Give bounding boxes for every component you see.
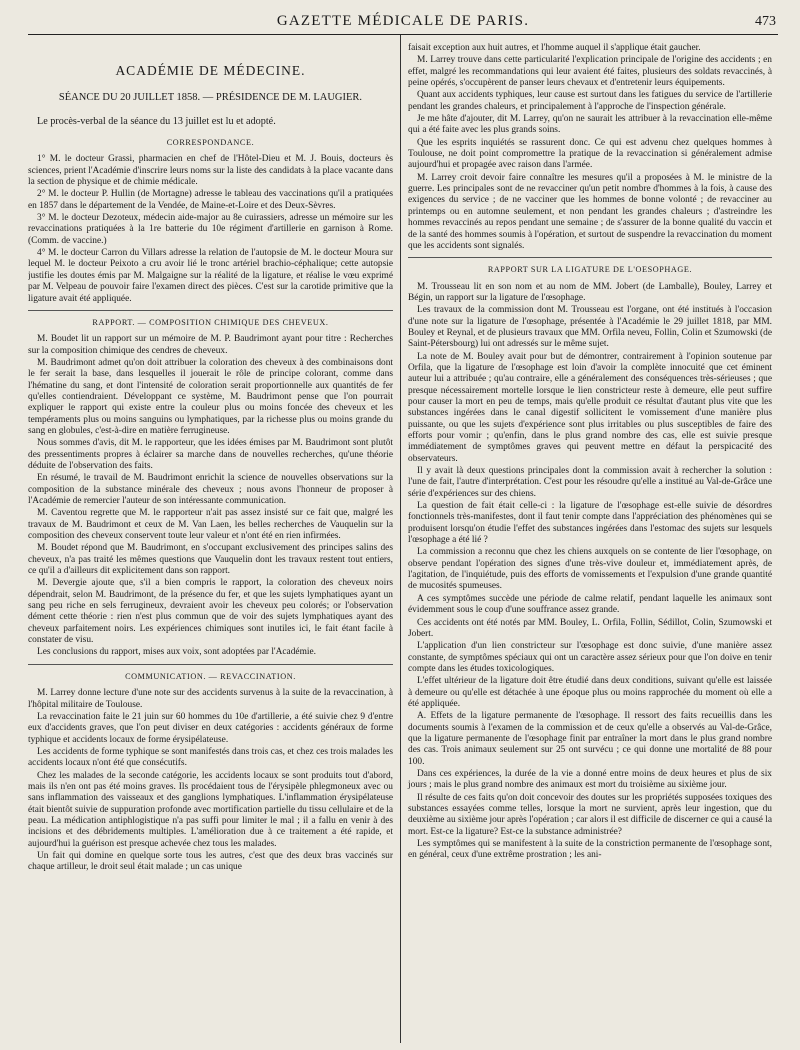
continuation-paragraph: Que les esprits inquiétés se rassurent donc. Ce qui est advenu chez quelques hommes à Toulouse, ne doit point compromettre la pratique de la revaccination si généralement admise aujourd'hui et propagée avec raison dans l'armée. xyxy=(408,137,772,171)
running-header xyxy=(28,0,778,35)
correspondance-heading: CORRESPONDANCE. xyxy=(166,138,255,148)
ligature-paragraph: M. Trousseau lit en son nom et au nom de MM. Jobert (de Lamballe), Bouley, Larrey et Bégin, un rapport sur la ligature de l'œsophage. xyxy=(408,281,772,303)
ligature-heading: RAPPORT SUR LA LIGATURE DE L'OESOPHAGE. xyxy=(408,257,772,275)
communication-paragraph: La revaccination faite le 21 juin sur 60 hommes du 10e d'artillerie, a été suivie chez 9 d'entre eux d'accidents graves, que l'on peut diviser en deux catégories : accidents généraux de forme typhique et accidents locaux de forme érysipélateuse. xyxy=(28,711,393,745)
correspondance-item: 1° M. le docteur Grassi, pharmacien en chef de l'Hôtel-Dieu et M. J. Bouis, docteurs ès sciences, prient l'Académie d'inscrire leurs noms sur la liste des candidats à la place vacante dans la section de physique et de chimie médicale. xyxy=(28,154,393,188)
rapport-paragraph: M. Caventou regrette que M. le rapporteur n'ait pas assez insisté sur ce fait que, malgré les travaux de M. Baudrimont et ceux de M. Van Laen, les belles recherches de Vauquelin sur la composition des cheveux conservent toute leur valeur et n'ont été en rien infirmées. xyxy=(28,508,393,542)
correspondance-item: 2° M. le docteur P. Hullin (de Mortagne) adresse le tableau des vaccinations qu'il a pratiquées en 1857 dans le département de la Vendée, de Maine-et-Loire et des Deux-Sèvres. xyxy=(28,189,393,211)
ligature-paragraph: La question de fait était celle-ci : la ligature de l'œsophage est-elle suivie de désordres fonctionnels très-manifestes, dont il faut tenir compte dans l'appréciation des phénomènes qui se produisent lorsqu'on étudie l'effet des substances ingérées dans l'estomac des sujets sur lesquels l'œsophage a été lié ? xyxy=(408,501,772,546)
continuation-paragraph: Je me hâte d'ajouter, dit M. Larrey, qu'on ne saurait les attribuer à la revaccination elle-même qui a été faite avec les plus grands soins. xyxy=(408,114,772,136)
ligature-paragraph: Ces accidents ont été notés par MM. Bouley, L. Orfila, Follin, Sédillot, Colin, Szumowski et Jobert. xyxy=(408,617,772,639)
communication-paragraph: Un fait qui domine en quelque sorte tous les autres, c'est que des deux bras vaccinés sur chaque artilleur, le droit seul était malade ; un cas unique xyxy=(28,850,393,873)
communication-paragraph: Les accidents de forme typhique se sont manifestés dans trois cas, et chez ces trois malades les accidents locaux n'ont été que consécutifs. xyxy=(28,746,393,769)
rapport-paragraph: Les conclusions du rapport, mises aux voix, sont adoptées par l'Académie. xyxy=(37,647,316,658)
rapport-paragraph: En résumé, le travail de M. Baudrimont enrichit la science de nouvelles observations sur la composition de la substance minérale des cheveux ; nous avons l'honneur de proposer à l'Académie de remercier l'auteur de son intéressante communication. xyxy=(28,473,393,506)
continuation-paragraph: M. Larrey croit devoir faire connaître les mesures qu'il a proposées à M. le ministre de la guerre. Les principales sont de ne revacciner qu'un petit nombre d'hommes à la fois, à cause des exigences du service ; de ne vacciner que les hommes de bonne volonté ; de revacciner au printemps ou en automne seulement, et non pendant les grandes chaleurs ; d'astreindre les hommes revaccinés au repos pendant une semaine ; de s'assurer de la bonne qualité du vaccin et de la santé des hommes soumis à l'opération, et surtout de suspendre la revaccination du moment que les accidents sont signalés. xyxy=(408,172,772,251)
ligature-paragraph: Les symptômes qui se manifestent à la suite de la constriction permanente de l'œsophage sont, en général, ceux d'une extrême prostration ; les ani- xyxy=(408,839,772,861)
rapport-heading: RAPPORT. — COMPOSITION CHIMIQUE DES CHEVEUX. xyxy=(28,310,393,328)
continuation-paragraph: M. Larrey trouve dans cette particularité l'explication principale de l'origine des accidents ; en effet, malgré les recommandations qui leur avaient été faites, plusieurs des soldats revaccinés, à peine opérés, s'occupèrent de panser leurs chevaux et d'entretenir leurs équipements. xyxy=(408,55,772,89)
communication-paragraph: Chez les malades de la seconde catégorie, les accidents locaux se sont produits tout d'abord, mais ils n'en ont pas été moins graves. Ils procédaient tous de l'érysipèle phlegmoneux avec ou sans inflammation des vaisseaux et des ganglions lymphatiques. L'inflammation érysipélateuse était bientôt suivie de suppuration profonde avec mortification partielle du tissu cellulaire et de la peau. La médication antiphlogistique n'a pas suffi pour limiter le mal ; il a fallu en venir à des incisions et des débridements multiples. L'amélioration due à ce traitement a été rapide, et aujourd'hui la guérison est presque achevée chez tous les malades. xyxy=(28,770,393,849)
communication-heading: COMMUNICATION. — REVACCINATION. xyxy=(28,664,393,682)
continuation-paragraph: faisait exception aux huit autres, et l'homme auquel il s'applique était gaucher. xyxy=(408,43,701,53)
rapport-paragraph: M. Devergie ajoute que, s'il a bien compris le rapport, la coloration des cheveux noirs dépendrait, selon M. Baudrimont, de la présence du fer, et que les sujets lymphatiques ayant un sang peu riche en sels ferrugineux, devraient avoir les cheveux peu colorés; or l'observation dément cette théorie : rien n'est plus commun que de voir des sujets lymphatiques ayant des cheveux parfaitement noirs. Les expériences chimiques sont inutiles ici, le fait étant facile à constater de visu. xyxy=(28,578,393,646)
correspondance-item: 3° M. le docteur Dezoteux, médecin aide-major au 8e cuirassiers, adresse un mémoire sur les revaccinations pratiquées à la 1re batterie du 10e régiment d'artillerie en garnison à Rome. (Comm. de vaccine.) xyxy=(28,213,393,246)
ligature-paragraph: L'effet ultérieur de la ligature doit être étudié dans deux conditions, suivant qu'elle est laissée à demeure ou qu'elle est détachée à une époque plus ou moins rapprochée du moment où elle a été appliquée. xyxy=(408,676,772,709)
rapport-paragraph: M. Boudet lit un rapport sur un mémoire de M. P. Baudrimont ayant pour titre : Recherches sur la composition chimique des cendres de cheveux. xyxy=(28,334,393,356)
left-column xyxy=(28,35,400,1043)
communication-paragraph: M. Larrey donne lecture d'une note sur des accidents survenus à la suite de la revaccination, à l'hôpital militaire de Toulouse. xyxy=(28,688,393,710)
rapport-paragraph: M. Baudrimont admet qu'on doit attribuer la coloration des cheveux à des combinaisons dont le fer serait la base, dans lesquelles il jouerait le rôle de principe colorant, comme dans l'hématine du sang, et dont l'intensité de coloration serait proportionnelle aux quantités de fer qu'elles contiendraient. Développant ce système, M. Baudrimont pense que l'on pourrait expliquer le rapport qui existe entre la couleur plus ou moins foncée des cheveux et les tempéraments plus ou moins sanguins ou lymphatiques, par la richesse plus ou moins grande du sang en globules, c'est-à-dire en matière ferrugineuse. xyxy=(28,357,393,436)
ligature-paragraph: Les travaux de la commission dont M. Trousseau est l'organe, ont été institués à l'occasion d'une note sur la ligature de l'œsophage, présentée à l'Académie le 29 juillet 1818, par MM. Bouley et Reynal, et de plusieurs travaux que MM. Orfila neveu, Follin, Colin et Szumowski (de Saint-Pétersbourg) lui ont adressés sur le même sujet. xyxy=(408,305,772,350)
ligature-paragraph: La note de M. Bouley avait pour but de démontrer, contrairement à l'opinion soutenue par Orfila, que la ligature de l'œsophage est loin d'avoir la complète innocuité que cet éminent auteur lui a attribuée ; qu'au contraire, elle a généralement des conséquences très-sérieuses ; que presque nécessairement mortelle lorsque le lien constricteur reste à demeure, elle peut suffire pour causer la mort en peu de temps, mais qu'elle produit ce résultat d'autant plus vite que les substances ingérées dans le canal digestif sollicitent le vomissement d'une manière plus puissante, ou que les sujets d'expérience sont plus irritables ou plus susceptibles de faire des efforts pour vomir ; qu'enfin, dans le plus grand nombre des cas, elle est suivie presque immédiatement de symptômes graves qui peuvent mettre en défaut la perspicacité des observateurs. xyxy=(408,351,772,464)
ligature-paragraph: La commission a reconnu que chez les chiens auxquels on se contente de lier l'œsophage, on observe pendant l'opération des signes d'une très-vive douleur et, immédiatement après, de l'agitation, de l'inquiétude, puis des efforts de vomissements et l'expulsion d'une grande quantité de mucosités spumeuses. xyxy=(408,547,772,592)
rapport-paragraph: Nous sommes d'avis, dit M. le rapporteur, que les idées émises par M. Baudrimont sont plutôt des pressentiments propres à éclairer sa marche dans de nouvelles recherches, qu'une théorie déduite de l'observation des faits. xyxy=(28,438,393,471)
session-line: SÉANCE DU 20 JUILLET 1858. — PRÉSIDENCE DE M. LAUGIER. xyxy=(58,92,363,104)
journal-title: GAZETTE MÉDICALE DE PARIS. xyxy=(276,13,530,29)
ligature-paragraph: Il y avait là deux questions principales dont la commission avait à rechercher la solution : l'une de fait, l'autre d'interprétation. C'est pour les résoudre qu'elle a institué au Val-de-Grâce une série d'expériences sur des chiens. xyxy=(408,466,772,499)
two-column-body xyxy=(28,35,778,1043)
rapport-paragraph: M. Boudet répond que M. Baudrimont, en s'occupant exclusivement des principes salins des cheveux, n'a pas traité les mêmes questions que Vauquelin dont les travaux restent tout entiers, ce qu'il a d'ailleurs dit explicitement dans son rapport. xyxy=(28,543,393,577)
ligature-paragraph: Il résulte de ces faits qu'on doit concevoir des doutes sur les propriétés supposées toxiques des substances essayées comme telles, lorsque la mort ne survient, après leur ingestion, que du deuxième au sixième jour après l'opération ; car alors il est difficile de discerner ce qui a causé la mort. Est-ce la ligature? Est-ce la substance administrée? xyxy=(408,792,772,837)
ligature-paragraph: L'application d'un lien constricteur sur l'œsophage est donc suivie, d'une manière assez constante, de symptômes spéciaux qui ont un caractère assez sérieux pour que l'on doive en tenir compte dans les études toxicologiques. xyxy=(408,641,772,674)
right-column xyxy=(400,35,772,1043)
page-number: 473 xyxy=(755,14,776,29)
ligature-paragraph: A ces symptômes succède une période de calme relatif, pendant laquelle les animaux sont évidemment sous le coup d'une souffrance assez grande. xyxy=(408,593,772,616)
section-title: ACADÉMIE DE MÉDECINE. xyxy=(115,63,306,78)
correspondance-item: 4° M. le docteur Carron du Villars adresse la relation de l'autopsie de M. le docteur Moura sur lequel M. le docteur Peixoto a cru avoir lié le tronc artériel brachio-céphalique; cette autopsie justifie les doutes émis par M. Malgaigne sur la réalité de la ligature, et réalise le vœu exprimé par M. Velpeau de pouvoir faire l'examen direct des pièces. C'est sur la carotide primitive que la ligature avait été appliquée. xyxy=(28,248,393,304)
ligature-paragraph: A. Effets de la ligature permanente de l'œsophage. Il ressort des faits recueillis dans les documents soumis à l'examen de la commission et de ceux qu'elle a observés au Val-de-Grâce, que la ligature permanente de l'œsophage finit par entraîner la mort dans le plus grand nombre des cas. Trois animaux seulement sur 25 ont survécu ; ce qui donne une mortalité de 88 pour 100. xyxy=(408,711,772,767)
continuation-paragraph: Quant aux accidents typhiques, leur cause est surtout dans les fatigues du service de l'artillerie pendant les grandes chaleurs, et principalement à l'approche de l'inspection générale. xyxy=(408,90,772,112)
minutes-paragraph: Le procès-verbal de la séance du 13 juillet est lu et adopté. xyxy=(37,115,276,127)
ligature-paragraph: Dans ces expériences, la durée de la vie a donné entre moins de deux heures et plus de six jours ; mais le plus grand nombre des animaux est mort du troisième au sixième jour. xyxy=(408,768,772,791)
